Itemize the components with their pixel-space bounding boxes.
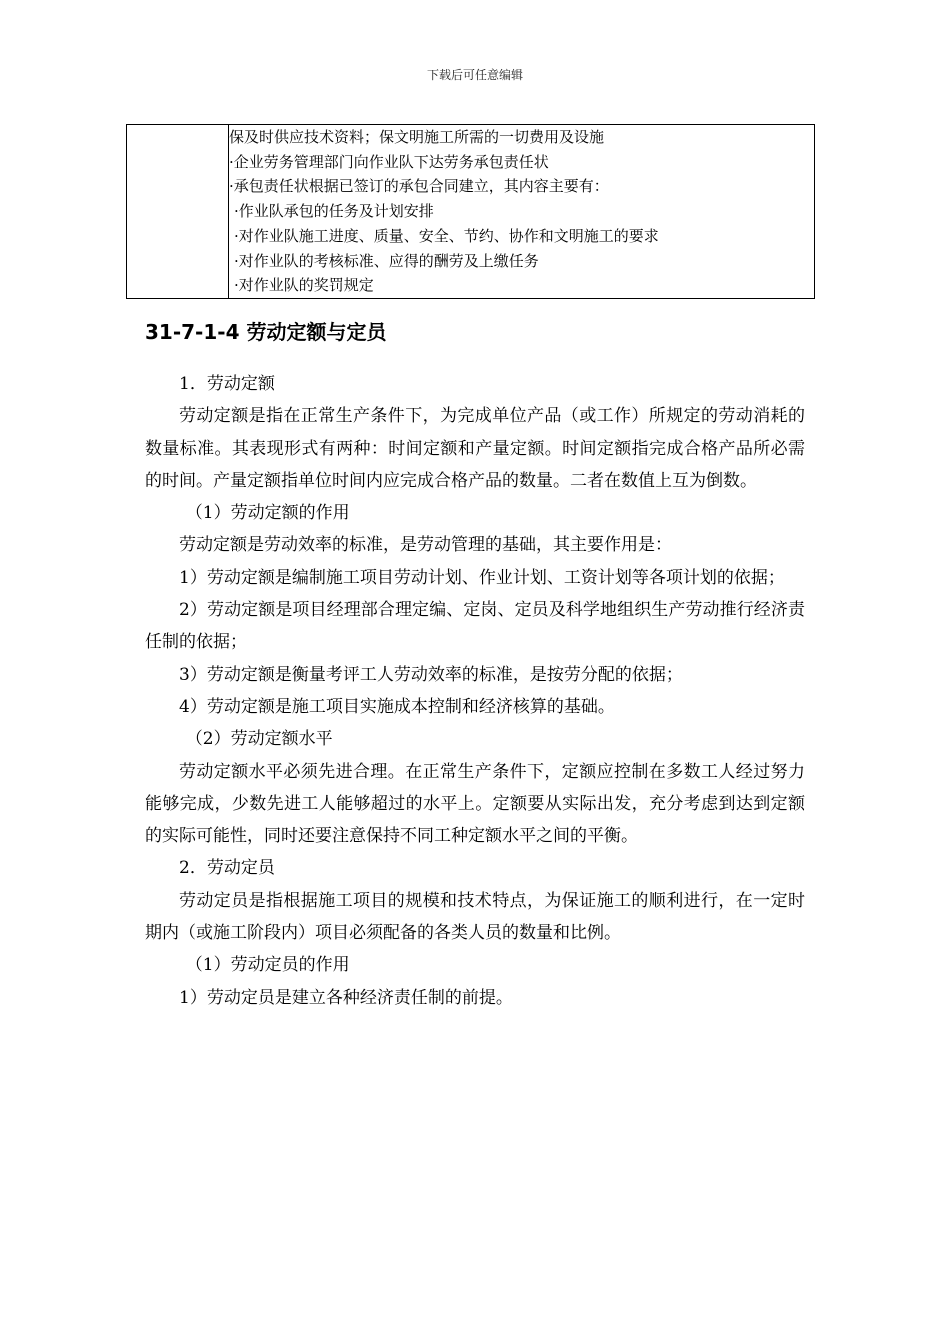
list-item: 3）劳动定额是衡量考评工人劳动效率的标准，是按劳分配的依据； bbox=[179, 664, 683, 685]
paragraph: 劳动定员是指根据施工项目的规模和技术特点，为保证施工的顺利进行，在一定时期内（或施工阶段内）项目必须配备的各类人员的数量和比例。 bbox=[145, 890, 805, 944]
table-line: ·对作业队的奖罚规定 bbox=[234, 276, 374, 295]
page-header: 下载后可任意编辑 bbox=[426, 68, 523, 82]
responsibility-table bbox=[126, 124, 815, 299]
table-line: ·作业队承包的任务及计划安排 bbox=[234, 202, 434, 221]
paragraph-heading: 1．劳动定额 bbox=[179, 374, 275, 394]
list-item: 4）劳动定额是施工项目实施成本控制和经济核算的基础。 bbox=[179, 696, 615, 717]
table-line: ·对作业队施工进度、质量、安全、节约、协作和文明施工的要求 bbox=[234, 226, 659, 245]
table-line: ·对作业队的考核标准、应得的酬劳及上缴任务 bbox=[234, 251, 539, 270]
paragraph: 劳动定额是指在正常生产条件下，为完成单位产品（或工作）所规定的劳动消耗的数量标准。其表现形式有两种：时间定额和产量定额。时间定额指完成合格产品所必需的时间。产量定额指单位时间内应完成合格产品的数量。二者在数值上互为倒数。 bbox=[145, 406, 805, 491]
list-item: 2）劳动定额是项目经理部合理定编、定岗、定员及科学地组织生产劳动推行经济责任制的依据； bbox=[145, 600, 805, 653]
body-text bbox=[145, 368, 805, 1014]
paragraph-subheading: （1）劳动定员的作用 bbox=[185, 955, 350, 976]
paragraph-heading: 2．劳动定员 bbox=[179, 858, 275, 879]
list-item: 1）劳动定员是建立各种经济责任制的前提。 bbox=[179, 987, 513, 1008]
table-line: ·承包责任状根据已签订的承包合同建立，其内容主要有： bbox=[229, 177, 609, 196]
table-empty-cell bbox=[127, 125, 229, 299]
table-line: 保及时供应技术资料；保文明施工所需的一切费用及设施 bbox=[229, 128, 605, 146]
table-content-cell bbox=[229, 125, 815, 299]
paragraph: 劳动定额水平必须先进合理。在正常生产条件下，定额应控制在多数工人经过努力能够完成，少数先进工人能够超过的水平上。定额要从实际出发，充分考虑到达到定额的实际可能性，同时还要注意保持不同工种定额水平之间的平衡。 bbox=[145, 761, 805, 847]
paragraph-subheading: （1）劳动定额的作用 bbox=[185, 503, 350, 524]
list-item: 1）劳动定额是编制施工项目劳动计划、作业计划、工资计划等各项计划的依据； bbox=[179, 567, 785, 588]
table-row bbox=[127, 125, 815, 299]
table-line: ·企业劳务管理部门向作业队下达劳务承包责任状 bbox=[229, 152, 549, 171]
paragraph: 劳动定额是劳动效率的标准，是劳动管理的基础，其主要作用是： bbox=[179, 535, 672, 556]
section-title: 31-7-1-4 劳动定额与定员 bbox=[145, 320, 387, 344]
paragraph-subheading: （2）劳动定额水平 bbox=[185, 729, 333, 750]
